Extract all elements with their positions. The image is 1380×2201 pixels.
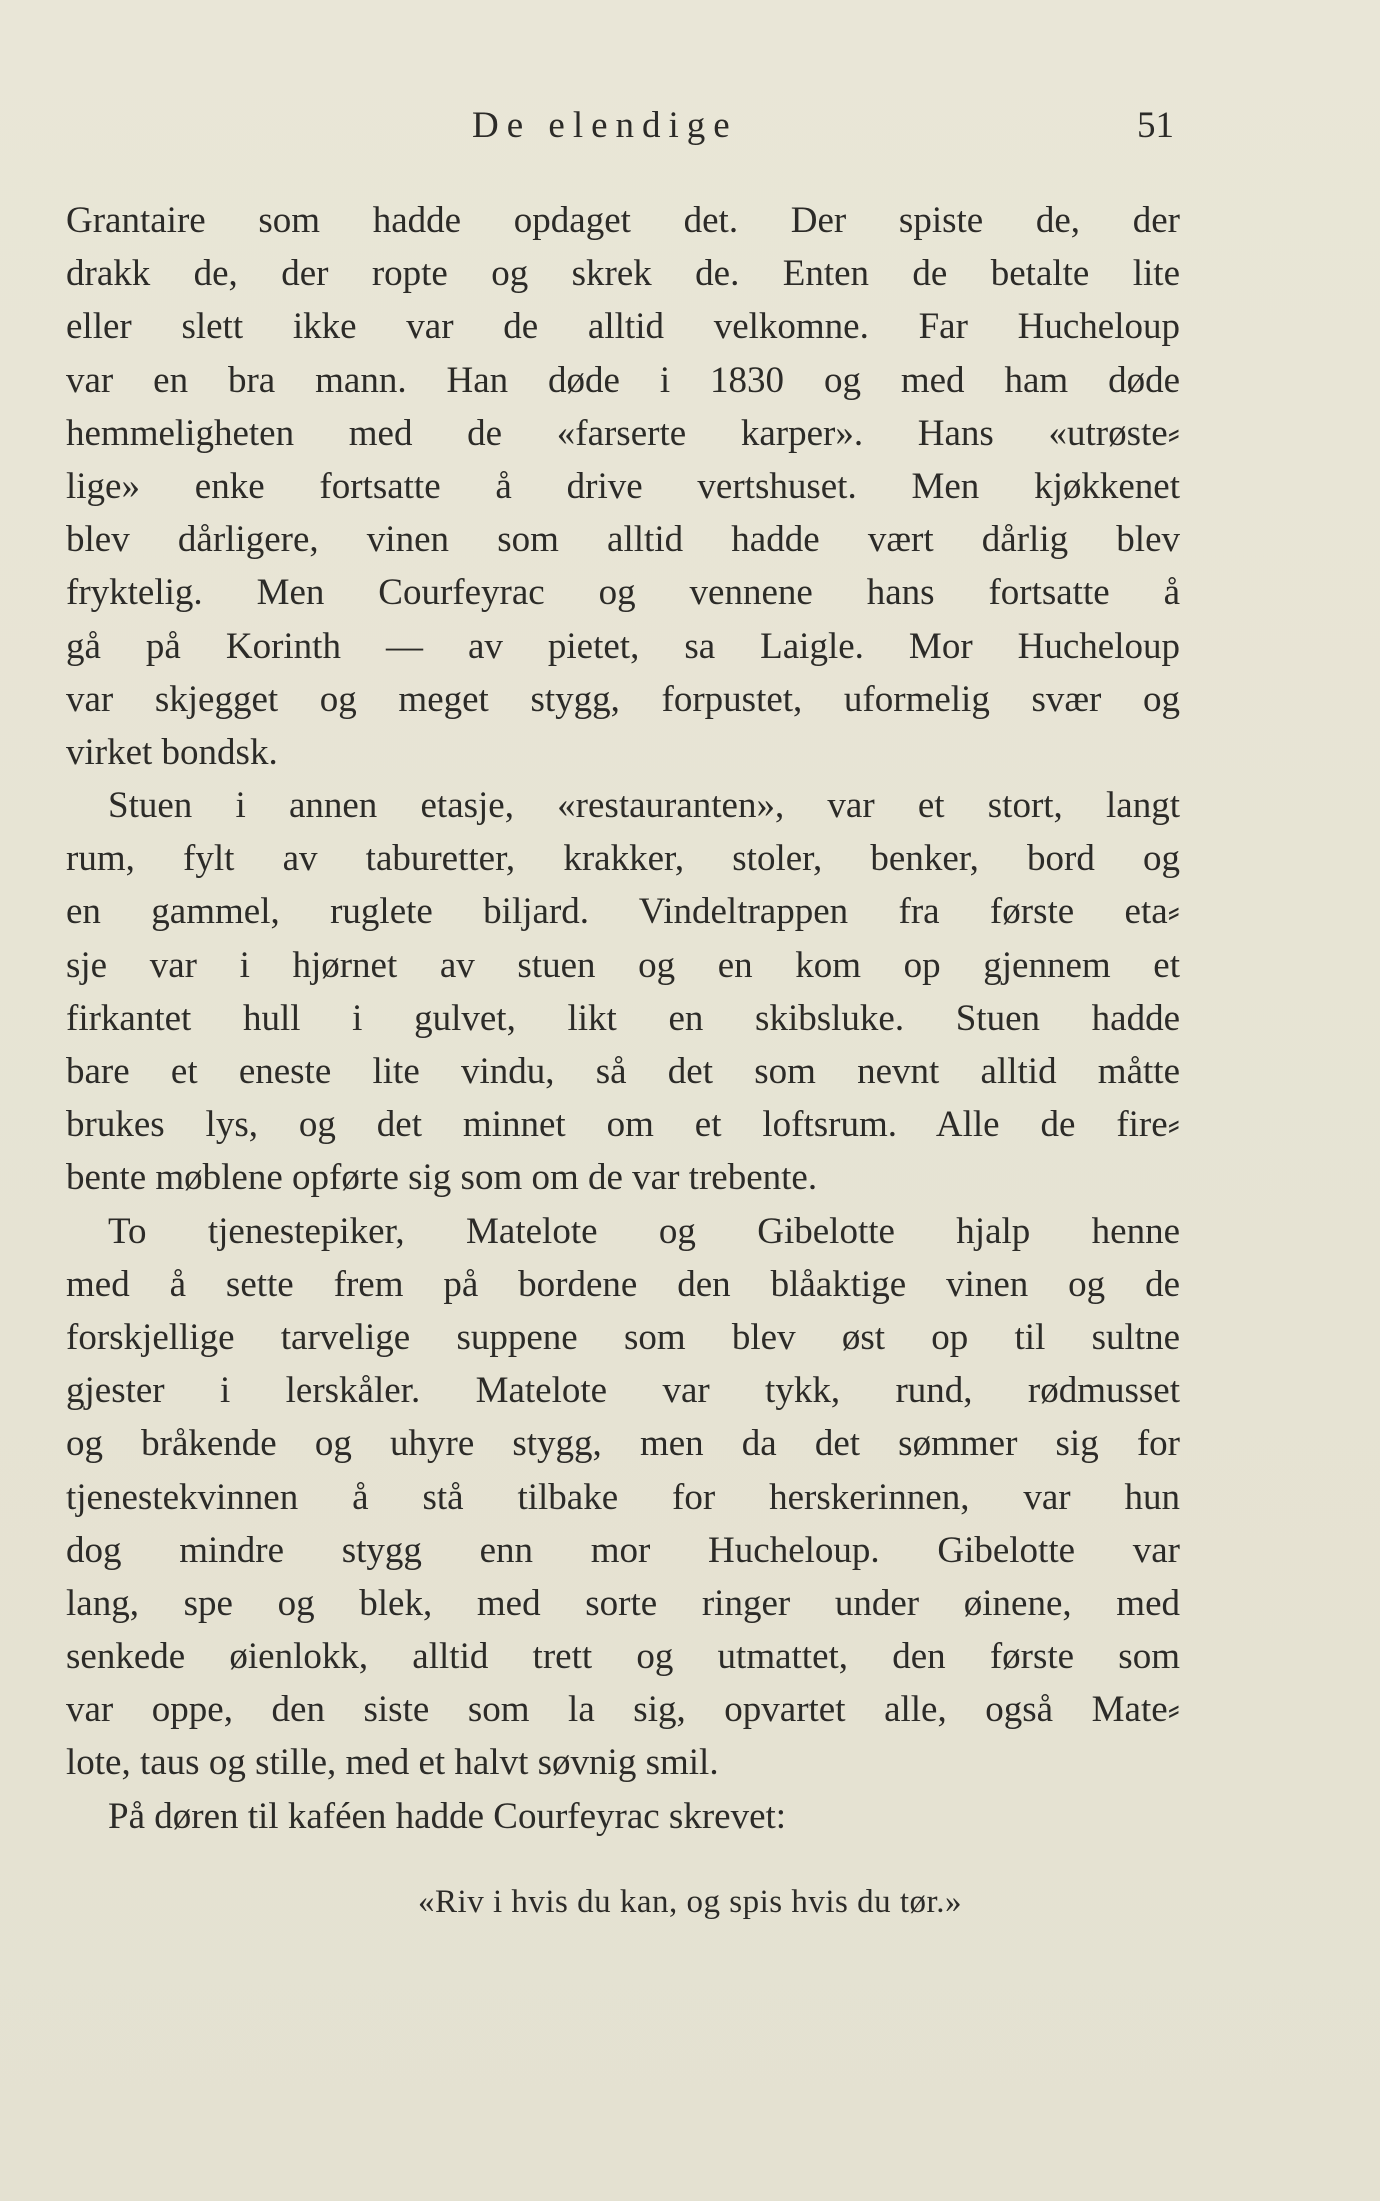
text-line: virket bondsk. [66, 731, 278, 773]
text-line: en gammel, ruglete biljard. Vindeltrappen fra første eta⸗ [66, 891, 1180, 933]
text-line: senkede øienlokk, alltid trett og utmattet, den første som [66, 1636, 1180, 1678]
text-line: eller slett ikke var de alltid velkomne. Far Hucheloup [66, 306, 1180, 348]
text-line: var en bra mann. Han døde i 1830 og med ham døde [66, 359, 1180, 401]
page-number: 51 [1137, 105, 1174, 146]
text-line: Grantaire som hadde opdaget det. Der spiste de, der [66, 200, 1180, 241]
text-line: gå på Korinth — av pietet, sa Laigle. Mor Hucheloup [66, 625, 1180, 667]
text-line: brukes lys, og det minnet om et loftsrum. Alle de fire⸗ [66, 1104, 1180, 1146]
door-inscription-quote: «Riv i hvis du kan, og spis hvis du tør.» [418, 1884, 962, 1920]
text-line: blev dårligere, vinen som alltid hadde vært dårlig blev [66, 519, 1180, 561]
text-line: bente møblene opførte sig som om de var trebente. [66, 1157, 818, 1199]
text-line: På døren til kaféen hadde Courfeyrac skrevet: [108, 1795, 787, 1837]
text-line: lige» enke fortsatte å drive vertshuset. Men kjøkkenet [66, 465, 1180, 507]
text-line: hemmeligheten med de «farserte karper». Hans «utrøste⸗ [66, 412, 1180, 454]
text-line: dog mindre stygg enn mor Hucheloup. Gibelotte var [66, 1529, 1180, 1571]
paragraph [66, 1790, 1180, 1843]
paragraph [66, 1205, 1180, 1790]
page-header [0, 104, 1380, 156]
paragraph [66, 194, 1180, 779]
text-line: var skjegget og meget stygg, forpustet, uformelig svær og [66, 678, 1180, 720]
text-line: sje var i hjørnet av stuen og en kom op gjennem et [66, 944, 1180, 986]
text-line: fryktelig. Men Courfeyrac og vennene hans fortsatte å [66, 572, 1180, 614]
text-line: lote, taus og stille, med et halvt søvnig smil. [66, 1742, 719, 1784]
text-line: firkantet hull i gulvet, likt en skibsluke. Stuen hadde [66, 997, 1180, 1039]
text-line: To tjenestepiker, Matelote og Gibelotte hjalp henne [108, 1210, 1180, 1252]
text-line: gjester i lerskåler. Matelote var tykk, rund, rødmusset [66, 1370, 1180, 1412]
text-line: rum, fylt av taburetter, krakker, stoler, benker, bord og [66, 838, 1180, 880]
paragraph [66, 779, 1180, 1205]
body-text [66, 194, 1180, 1843]
text-line: tjenestekvinnen å stå tilbake for herskerinnen, var hun [66, 1476, 1180, 1518]
text-line: og bråkende og uhyre stygg, men da det sømmer sig for [66, 1423, 1180, 1465]
running-title: De elendige [472, 105, 738, 146]
text-line: lang, spe og blek, med sorte ringer under øinene, med [66, 1582, 1180, 1624]
text-line: forskjellige tarvelige suppene som blev øst op til sultne [66, 1316, 1180, 1358]
text-line: med å sette frem på bordene den blåaktige vinen og de [66, 1263, 1180, 1305]
text-line: Stuen i annen etasje, «restauranten», var et stort, langt [108, 785, 1180, 827]
text-line: drakk de, der ropte og skrek de. Enten de betalte lite [66, 253, 1180, 295]
text-line: var oppe, den siste som la sig, opvartet alle, også Mate⸗ [66, 1689, 1180, 1731]
text-line: bare et eneste lite vindu, så det som nevnt alltid måtte [66, 1051, 1180, 1092]
